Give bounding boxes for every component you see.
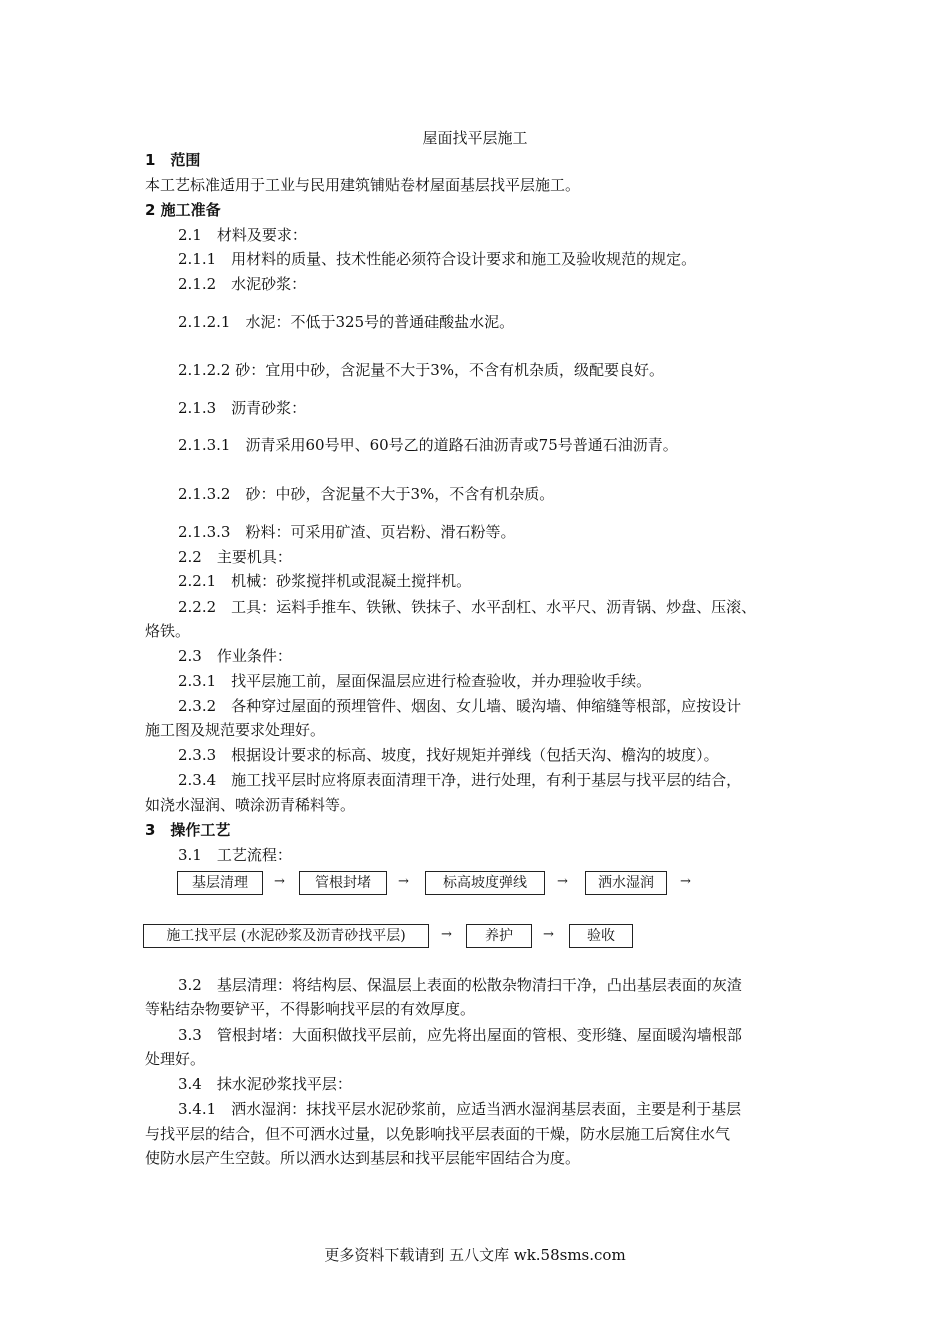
flow-arrow: → <box>274 874 285 889</box>
flow-step-base-cleaning: 基层清理 <box>177 871 263 895</box>
flow-step-acceptance: 验收 <box>569 924 633 948</box>
flow-arrow: → <box>441 927 452 942</box>
document-title: 屋面找平层施工 <box>422 129 528 147</box>
flow-arrow: → <box>557 874 568 889</box>
clause-2-1-1: 2.1.1 用材料的质量、技术性能必须符合设计要求和施工及验收规范的规定。 <box>178 250 697 268</box>
section-3-heading: 3 操作工艺 <box>145 821 231 839</box>
clause-3-4-1-cont: 与找平层的结合，但不可洒水过量，以免影响找平层表面的干燥，防水层施工后窝住水气 <box>145 1125 731 1143</box>
clause-2-1-2-2: 2.1.2.2 砂：宜用中砂，含泥量不大于3%，不含有机杂质，级配要良好。 <box>178 361 665 379</box>
flow-step-elevation-marking: 标高坡度弹线 <box>425 871 545 895</box>
section-2-heading: 2 施工准备 <box>145 201 221 219</box>
clause-3-3-cont: 处理好。 <box>145 1050 206 1068</box>
clause-2-1-3-3: 2.1.3.3 粉料：可采用矿渣、页岩粉、滑石粉等。 <box>178 523 516 541</box>
flow-step-curing: 养护 <box>466 924 532 948</box>
clause-3-2: 3.2 基层清理：将结构层、保温层上表面的松散杂物清扫干净，凸出基层表面的灰渣 <box>178 976 742 994</box>
clause-2-3-3: 2.3.3 根据设计要求的标高、坡度，找好规矩并弹线（包括天沟、檐沟的坡度）。 <box>178 746 719 764</box>
clause-2-2-2: 2.2.2 工具：运料手推车、铁锹、铁抹子、水平刮杠、水平尺、沥青锅、炒盘、压滚、 <box>178 598 757 616</box>
clause-3-4-1-cont: 使防水层产生空鼓。所以洒水达到基层和找平层能牢固结合为度。 <box>145 1149 581 1167</box>
clause-3-1: 3.1 工艺流程： <box>178 846 292 864</box>
flow-arrow: → <box>398 874 409 889</box>
clause-2-1-3: 2.1.3 沥青砂浆： <box>178 399 307 417</box>
flow-step-pipe-sealing: 管根封堵 <box>299 871 387 895</box>
clause-3-2-cont: 等粘结杂物要铲平，不得影响找平层的有效厚度。 <box>145 1000 476 1018</box>
section-1-heading: 1 范围 <box>145 151 201 169</box>
clause-2-1: 2.1 材料及要求： <box>178 226 307 244</box>
clause-2-2-1: 2.2.1 机械：砂浆搅拌机或混凝土搅拌机。 <box>178 572 472 590</box>
clause-2-3-2-cont: 施工图及规范要求处理好。 <box>145 721 326 739</box>
clause-3-4-1: 3.4.1 洒水湿润：抹找平层水泥砂浆前，应适当洒水湿润基层表面，主要是利于基层 <box>178 1100 742 1118</box>
clause-2-3-4: 2.3.4 施工找平层时应将原表面清理干净，进行处理，有利于基层与找平层的结合， <box>178 771 742 789</box>
clause-2-1-2-1: 2.1.2.1 水泥：不低于325号的普通硅酸盐水泥。 <box>178 313 515 331</box>
clause-3-4: 3.4 抹水泥砂浆找平层： <box>178 1075 352 1093</box>
clause-3-3: 3.3 管根封堵：大面积做找平层前，应先将出屋面的管根、变形缝、屋面暖沟墙根部 <box>178 1026 742 1044</box>
flow-arrow: → <box>680 874 691 889</box>
footer-download-link[interactable]: 更多资料下载请到 五八文库 wk.58sms.com <box>324 1246 626 1264</box>
clause-2-1-2: 2.1.2 水泥砂浆： <box>178 275 307 293</box>
clause-2-3-1: 2.3.1 找平层施工前，屋面保温层应进行检查验收，并办理验收手续。 <box>178 672 652 690</box>
paragraph: 本工艺标准适用于工业与民用建筑铺贴卷材屋面基层找平层施工。 <box>145 176 581 194</box>
flow-arrow: → <box>543 927 554 942</box>
flow-step-leveling-layer: 施工找平层 (水泥砂浆及沥青砂找平层) <box>143 924 429 948</box>
clause-2-3-4-cont: 如浇水湿润、喷涂沥青稀料等。 <box>145 796 356 814</box>
flow-step-wetting: 洒水湿润 <box>585 871 667 895</box>
clause-2-3: 2.3 作业条件： <box>178 647 292 665</box>
clause-2-2: 2.2 主要机具： <box>178 548 292 566</box>
clause-2-1-3-1: 2.1.3.1 沥青采用60号甲、60号乙的道路石油沥青或75号普通石油沥青。 <box>178 436 678 454</box>
clause-2-1-3-2: 2.1.3.2 砂：中砂，含泥量不大于3%，不含有机杂质。 <box>178 485 555 503</box>
clause-2-3-2: 2.3.2 各种穿过屋面的预埋管件、烟囱、女儿墙、暖沟墙、伸缩缝等根部，应按设计 <box>178 697 742 715</box>
clause-2-2-2-cont: 烙铁。 <box>145 622 191 640</box>
